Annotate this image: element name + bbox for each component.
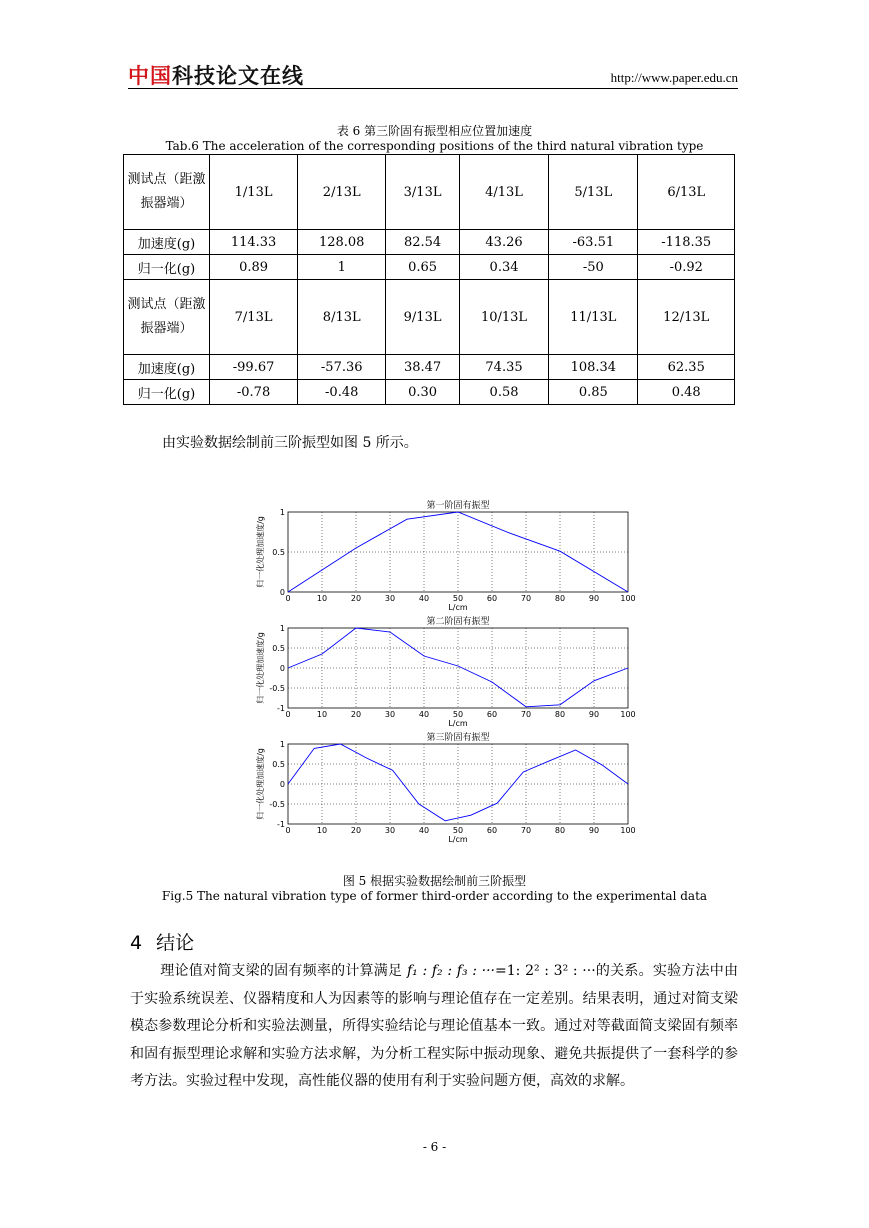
x-tick-label: 70 xyxy=(520,826,532,835)
x-tick-label: 0 xyxy=(285,826,291,835)
intro-text: 由实验数据绘制前三阶振型如图 5 所示。 xyxy=(162,435,418,451)
table-cell: 128.08 xyxy=(298,230,386,255)
table-cell: 10/13L xyxy=(459,280,548,355)
x-tick-label: 90 xyxy=(588,710,600,719)
x-tick-label: 90 xyxy=(588,826,600,835)
y-tick-label: -0.5 xyxy=(269,800,285,809)
x-tick-label: 100 xyxy=(620,710,636,719)
figure-caption-en: Fig.5 The natural vibration type of former third-order according to the experimental data xyxy=(161,889,708,903)
table-cell: 1 xyxy=(298,255,386,280)
section-number: 4 xyxy=(130,932,143,954)
x-tick-label: 100 xyxy=(620,594,636,603)
x-tick-label: 10 xyxy=(316,594,328,603)
section-title: 结论 xyxy=(156,932,195,954)
chart-title-3: 第三阶固有振型 xyxy=(426,733,490,743)
x-tick-label: 60 xyxy=(486,826,498,835)
table-row xyxy=(124,280,735,355)
table-cell: 43.26 xyxy=(459,230,548,255)
mode-shape-figure xyxy=(240,492,640,852)
table-cell: 0.30 xyxy=(386,380,460,405)
x-tick-label: 40 xyxy=(418,710,430,719)
table-cell: 9/13L xyxy=(386,280,460,355)
table-cell: 1/13L xyxy=(210,155,298,230)
y-tick-label: -0.5 xyxy=(269,684,285,693)
table-cell: 0.58 xyxy=(459,380,548,405)
y-tick-label: 0 xyxy=(279,664,285,673)
logo-black-text: 科技论文在线 xyxy=(172,64,304,88)
conclusion-text-b: 的关系。实验方法中由于实验系统误差、仪器精度和人为因素等的影响与理论值存在一定差别。结果表明，通过对简支梁模态参数理论分析和实验法测量，所得实验结论与理论值基本一致。通过对等截面简支梁固有频率和固有振型理论求解和实验方法求解，为分析工程实际中振动现象、避免共振提供了一套科学的参考方法。实验过程中发现，高性能仪器的使用有利于实验问题方便，高效的求解。 xyxy=(130,963,739,1089)
table-cell: 7/13L xyxy=(210,280,298,355)
x-tick-label: 20 xyxy=(350,710,362,719)
row-label-point: 测试点（距激振器端） xyxy=(124,280,210,355)
y-tick-label: 1 xyxy=(279,508,285,517)
y-tick-label: -1 xyxy=(277,704,285,713)
table-cell: 82.54 xyxy=(386,230,460,255)
x-tick-label: 20 xyxy=(350,594,362,603)
x-tick-label: 30 xyxy=(384,594,396,603)
formula-equals: =1: xyxy=(495,963,521,979)
x-tick-label: 80 xyxy=(554,710,566,719)
y-tick-label: 0.5 xyxy=(272,644,285,653)
x-tick-label: 50 xyxy=(452,826,464,835)
x-tick-label: 40 xyxy=(418,594,430,603)
y-tick-label: 0.5 xyxy=(272,760,285,769)
x-tick-label: 0 xyxy=(285,710,291,719)
y-axis-label-1: 归一化处理加速度/g xyxy=(256,516,265,588)
x-tick-label: 80 xyxy=(554,826,566,835)
y-tick-label: -1 xyxy=(277,820,285,829)
table-cell: 114.33 xyxy=(210,230,298,255)
table-cell: -57.36 xyxy=(298,355,386,380)
table-cell: 3/13L xyxy=(386,155,460,230)
x-axis-label-2: L/cm xyxy=(448,719,468,728)
table-cell: -0.92 xyxy=(638,255,735,280)
table-cell: 4/13L xyxy=(459,155,548,230)
x-tick-label: 80 xyxy=(554,594,566,603)
acceleration-table xyxy=(123,154,735,405)
x-axis-label-3: L/cm xyxy=(448,835,468,844)
site-logo[interactable] xyxy=(128,60,304,90)
table-cell: 0.85 xyxy=(549,380,638,405)
y-axis-label-2: 归一化处理加速度/g xyxy=(256,632,265,704)
x-tick-label: 30 xyxy=(384,710,396,719)
table-row xyxy=(124,255,735,280)
header-url[interactable]: http://www.paper.edu.cn xyxy=(610,70,738,85)
chart-title-1: 第一阶固有振型 xyxy=(426,501,490,511)
table-row xyxy=(124,380,735,405)
figure-caption-cn: 图 5 根据实验数据绘制前三阶振型 xyxy=(342,874,527,888)
table-cell: -50 xyxy=(549,255,638,280)
table-cell: 38.47 xyxy=(386,355,460,380)
table-cell: 0.34 xyxy=(459,255,548,280)
y-tick-label: 0.5 xyxy=(272,548,285,557)
table-caption-en: Tab.6 The acceleration of the corresponding positions of the third natural vibration type xyxy=(165,139,704,153)
table-cell: 74.35 xyxy=(459,355,548,380)
x-tick-label: 60 xyxy=(486,594,498,603)
row-label-point: 测试点（距激振器端） xyxy=(124,155,210,230)
table-cell: 11/13L xyxy=(549,280,638,355)
table-cell: 8/13L xyxy=(298,280,386,355)
y-axis-label-3: 归一化处理加速度/g xyxy=(256,748,265,820)
conclusion-paragraph xyxy=(130,958,738,1096)
table-cell: -118.35 xyxy=(638,230,735,255)
row-label-accel: 加速度(g) xyxy=(124,230,210,255)
logo-red-text: 中国 xyxy=(128,64,172,88)
table-cell: -0.78 xyxy=(210,380,298,405)
y-tick-label: 1 xyxy=(279,624,285,633)
series-line-3 xyxy=(288,744,628,821)
table-cell: 5/13L xyxy=(549,155,638,230)
x-tick-label: 10 xyxy=(316,710,328,719)
table-cell: 0.89 xyxy=(210,255,298,280)
x-axis-label-1: L/cm xyxy=(448,603,468,612)
table-cell: -0.48 xyxy=(298,380,386,405)
table-caption-cn: 表 6 第三阶固有振型相应位置加速度 xyxy=(336,124,533,138)
x-tick-label: 10 xyxy=(316,826,328,835)
x-tick-label: 100 xyxy=(620,826,636,835)
x-tick-label: 70 xyxy=(520,710,532,719)
table-cell: 2/13L xyxy=(298,155,386,230)
x-tick-label: 30 xyxy=(384,826,396,835)
table-cell: 12/13L xyxy=(638,280,735,355)
x-tick-label: 40 xyxy=(418,826,430,835)
formula-frequency-ratio: f₁ : f₂ : f₃ : ··· xyxy=(406,963,495,979)
table-cell: 108.34 xyxy=(549,355,638,380)
x-tick-label: 50 xyxy=(452,710,464,719)
x-tick-label: 50 xyxy=(452,594,464,603)
table-cell: -99.67 xyxy=(210,355,298,380)
x-tick-label: 70 xyxy=(520,594,532,603)
row-label-accel: 加速度(g) xyxy=(124,355,210,380)
x-tick-label: 90 xyxy=(588,594,600,603)
y-tick-label: 0 xyxy=(279,780,285,789)
row-label-norm: 归一化(g) xyxy=(124,255,210,280)
row-label-norm: 归一化(g) xyxy=(124,380,210,405)
table-row xyxy=(124,355,735,380)
x-tick-label: 20 xyxy=(350,826,362,835)
table-cell: 62.35 xyxy=(638,355,735,380)
formula-squares: 2² : 3² : ··· xyxy=(525,963,596,979)
section-heading xyxy=(130,928,194,955)
x-tick-label: 0 xyxy=(285,594,291,603)
y-tick-label: 0 xyxy=(279,588,285,597)
table-cell: 6/13L xyxy=(638,155,735,230)
table-cell: 0.48 xyxy=(638,380,735,405)
table-row xyxy=(124,230,735,255)
x-tick-label: 60 xyxy=(486,710,498,719)
chart-title-2: 第二阶固有振型 xyxy=(426,617,490,627)
page-number: - 6 - xyxy=(422,1140,447,1154)
table-cell: 0.65 xyxy=(386,255,460,280)
conclusion-text-a: 理论值对简支梁的固有频率的计算满足 xyxy=(160,963,403,979)
y-tick-label: 1 xyxy=(279,740,285,749)
table-row xyxy=(124,155,735,230)
page-header xyxy=(128,60,738,89)
table-cell: -63.51 xyxy=(549,230,638,255)
